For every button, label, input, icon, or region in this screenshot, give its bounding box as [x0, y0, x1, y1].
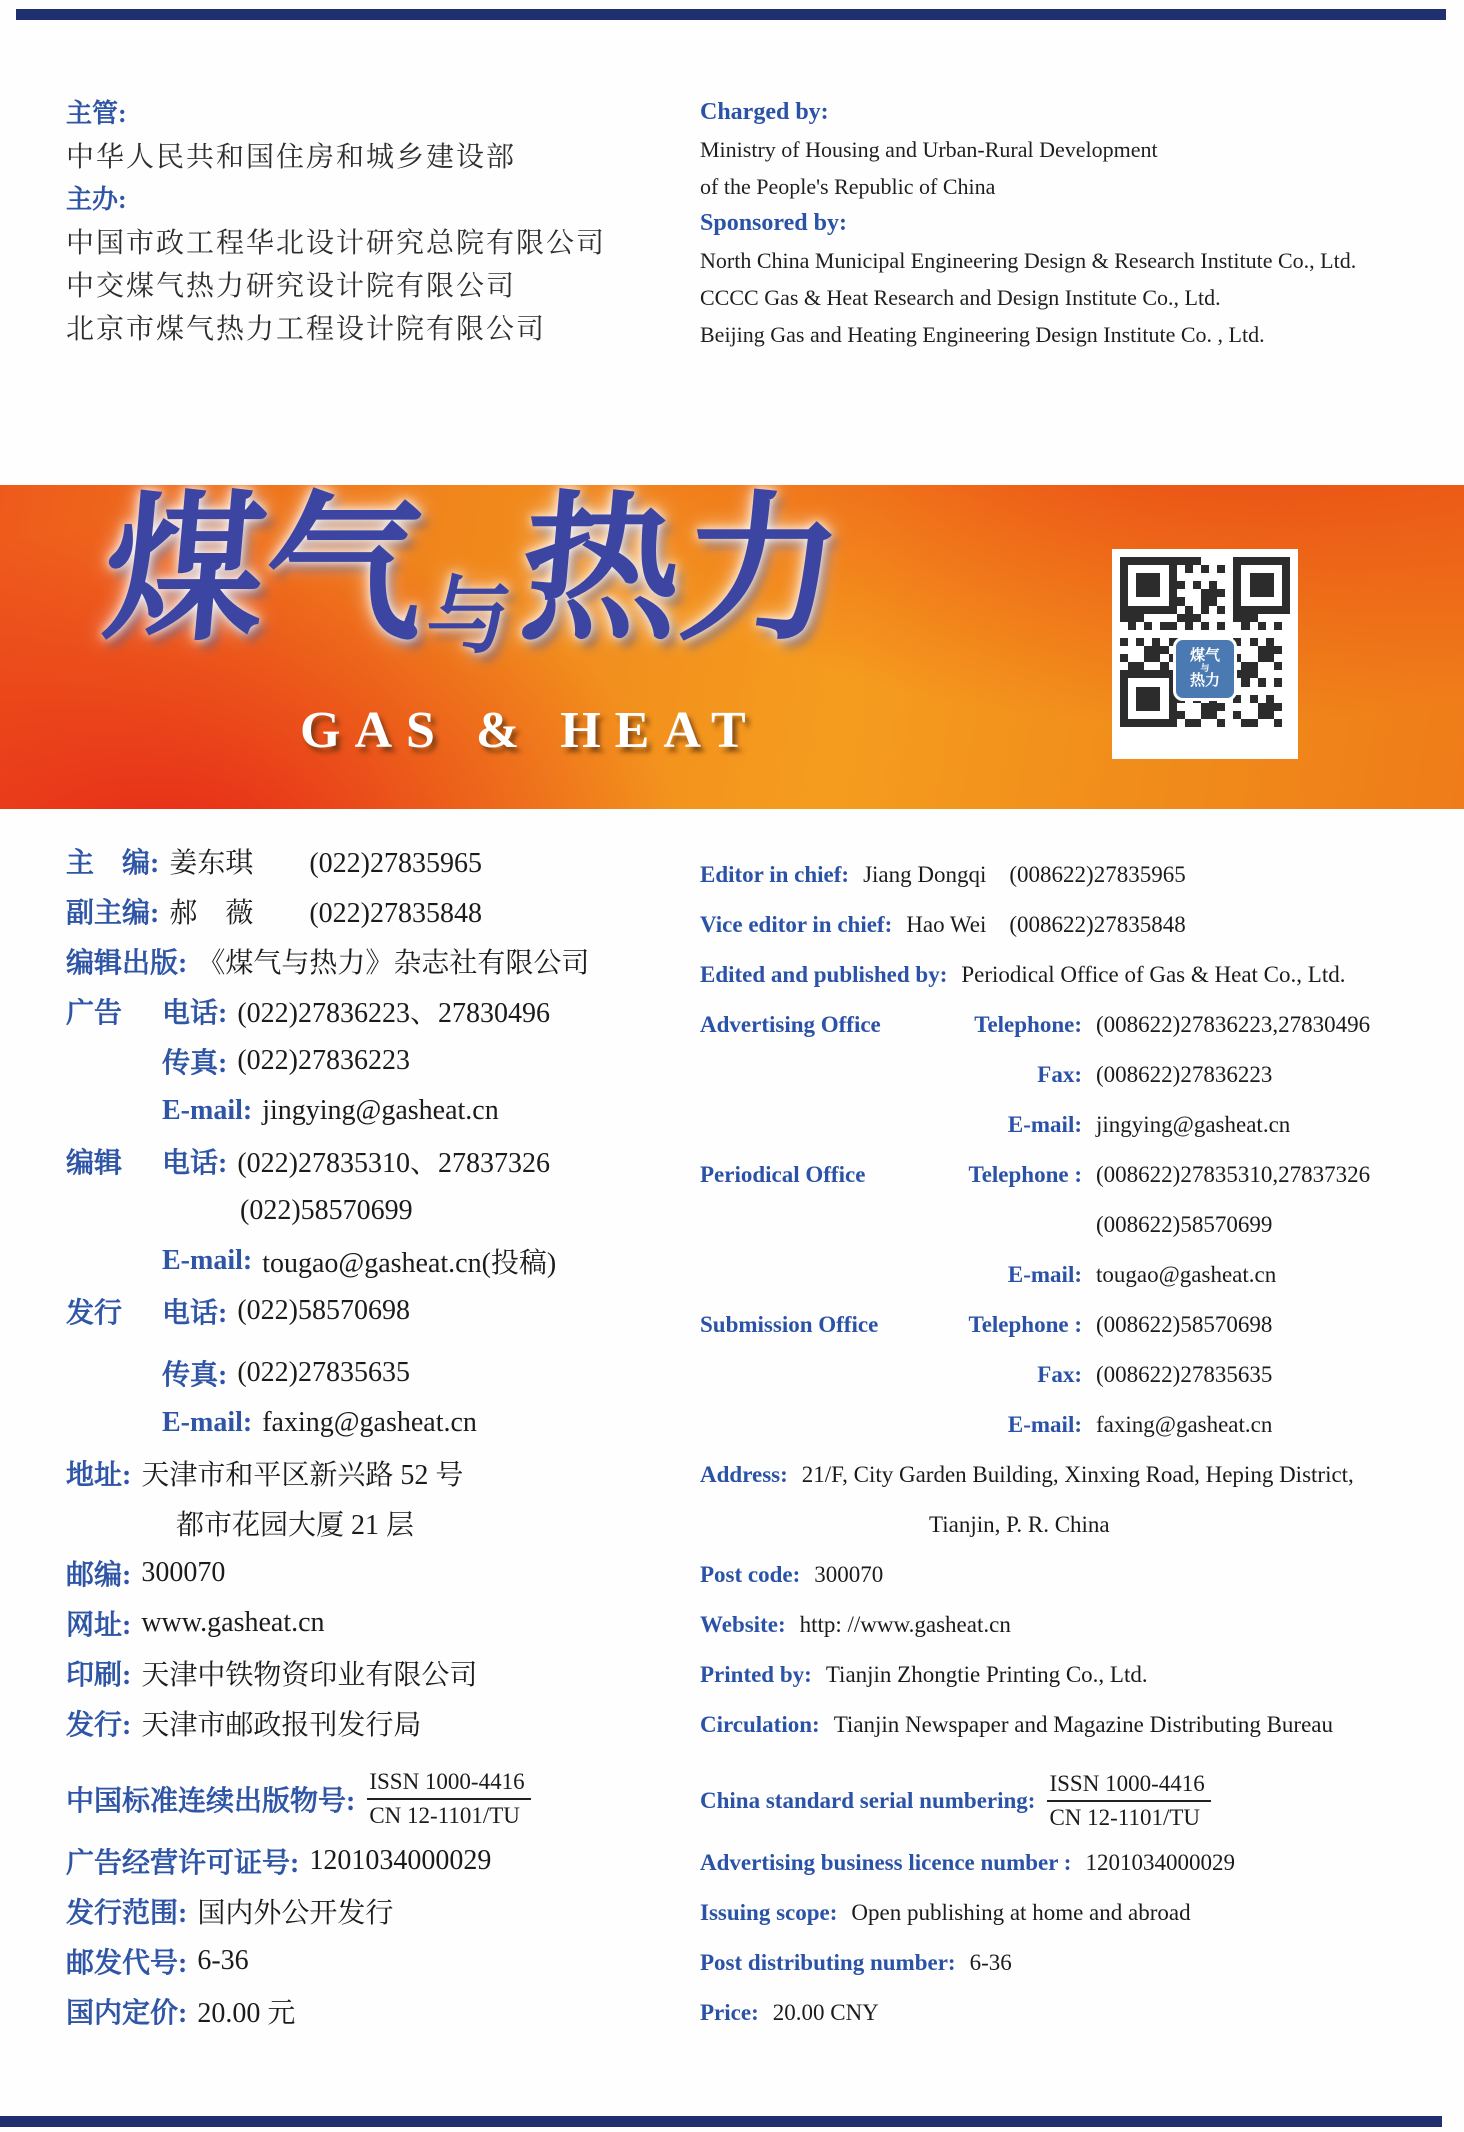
info-value: 300070 [814, 1562, 884, 1587]
info-value: 天津中铁物资印业有限公司 [141, 1660, 478, 1691]
info-label: E-mail: [162, 1407, 253, 1438]
cn-number: CN 12-1101/TU [1049, 1805, 1201, 1830]
info-line [700, 1450, 1464, 1500]
info-line [66, 1286, 626, 1336]
info-value: (022)58570699 [240, 1195, 413, 1226]
qr-code [1112, 549, 1298, 759]
info-line [66, 1448, 626, 1498]
info-line [66, 1886, 626, 1936]
info-value: 姜东琪 (022)27835965 [169, 848, 482, 879]
info-group-label: Submission Office [700, 1312, 879, 1337]
info-label: Circulation: [700, 1712, 820, 1737]
info-line [700, 900, 1464, 950]
info-line [700, 1650, 1464, 1700]
info-label: Advertising business licence number : [700, 1850, 1072, 1875]
info-value: tougao@gasheat.cn [1096, 1262, 1277, 1287]
info-line [700, 1550, 1464, 1600]
sponsor-org-en: North China Municipal Engineering Design & Research Institute Co., Ltd. [700, 247, 1357, 273]
info-line [700, 1938, 1464, 1988]
info-line [66, 1186, 626, 1236]
info-value: 1201034000029 [309, 1845, 492, 1876]
qr-badge-text: 热力 [1189, 672, 1220, 689]
info-label: Fax: [1037, 1362, 1082, 1387]
charged-by-org-en: Ministry of Housing and Urban-Rural Development [700, 136, 1158, 162]
title-conjunction: 与 [422, 571, 516, 664]
sponsor-org-cn: 中交煤气热力研究设计院有限公司 [66, 270, 517, 302]
info-value: 天津市邮政报刊发行局 [141, 1710, 422, 1741]
info-line [66, 936, 626, 986]
info-label: 国内定价: [66, 1998, 188, 2029]
info-value: 天津市和平区新兴路 52 号 [141, 1460, 464, 1491]
info-line [66, 1348, 626, 1398]
info-value: (008622)27835310,27837326 [1096, 1162, 1371, 1187]
info-label: China standard serial numbering: [700, 1788, 1036, 1813]
info-label-box [700, 1162, 1082, 1188]
info-label: 编辑出版: [66, 948, 188, 979]
info-label-box [700, 1262, 1082, 1288]
sponsor-org-cn: 中国市政工程华北设计研究总院有限公司 [66, 227, 607, 259]
info-line [66, 1036, 626, 1086]
charged-by-label-cn: 主管: [66, 99, 127, 128]
title-part2: 热力 [513, 482, 849, 660]
info-line [700, 1400, 1464, 1450]
info-value: www.gasheat.cn [141, 1607, 325, 1638]
info-value: faxing@gasheat.cn [1096, 1412, 1273, 1437]
issn-cn-fraction [1047, 1771, 1210, 1832]
info-label: 广告经营许可证号: [66, 1848, 300, 1879]
info-line [700, 950, 1464, 1000]
info-line [700, 1838, 1464, 1888]
info-value: 21/F, City Garden Building, Xinxing Road, Heping District, [801, 1462, 1354, 1487]
sponsor-org-en: Beijing Gas and Heating Engineering Design Institute Co. , Ltd. [700, 321, 1265, 347]
info-label-box [700, 1062, 1082, 1088]
info-value: (008622)58570698 [1096, 1312, 1273, 1337]
info-label: Edited and published by: [700, 962, 948, 987]
info-line [66, 1762, 626, 1836]
issn-number: ISSN 1000-4416 [367, 1769, 530, 1800]
info-label: Editor in chief: [700, 862, 850, 887]
info-value: 300070 [141, 1557, 226, 1588]
info-line [700, 850, 1464, 900]
info-value: Tianjin, P. R. China [929, 1512, 1110, 1537]
info-line [66, 1236, 626, 1286]
info-label-box [700, 1362, 1082, 1388]
info-label-box [700, 1112, 1082, 1138]
info-line [66, 1986, 626, 2036]
info-value: Tianjin Newspaper and Magazine Distributing Bureau [833, 1712, 1333, 1737]
publisher-header-en [700, 94, 1460, 353]
info-value: (008622)27836223,27830496 [1096, 1012, 1371, 1037]
sponsor-org-en: CCCC Gas & Heat Research and Design Institute Co., Ltd. [700, 284, 1221, 310]
issn-cn-fraction [367, 1769, 530, 1830]
info-line [66, 1398, 626, 1448]
info-label: Post distributing number: [700, 1950, 956, 1975]
info-label: 邮编: [66, 1560, 132, 1591]
info-label: 主 编: [66, 848, 160, 879]
issn-number: ISSN 1000-4416 [1047, 1771, 1210, 1802]
info-line [700, 1700, 1464, 1750]
info-value: (008622)27836223 [1096, 1062, 1273, 1087]
info-line [66, 1086, 626, 1136]
bottom-rule [0, 2116, 1442, 2127]
charged-by-label-en: Charged by: [700, 99, 829, 125]
info-label: E-mail: [1007, 1412, 1082, 1437]
info-value: jingying@gasheat.cn [1096, 1112, 1291, 1137]
charged-by-org-en: of the People's Republic of China [700, 173, 996, 199]
info-value: 国内外公开发行 [197, 1898, 394, 1929]
info-value: http: //www.gasheat.cn [799, 1612, 1011, 1637]
info-value: 郝 薇 (022)27835848 [169, 898, 482, 929]
qr-badge-text: 煤气 [1189, 648, 1220, 665]
info-group-label: 编辑 [66, 1148, 123, 1179]
info-line [700, 1200, 1464, 1250]
info-line [66, 1598, 626, 1648]
magazine-title-chinese [97, 482, 849, 664]
info-value: Jiang Dongqi (008622)27835965 [863, 862, 1186, 887]
info-label-box [700, 1312, 1082, 1338]
info-line [700, 1500, 1464, 1550]
title-part1: 煤气 [97, 482, 433, 660]
info-group-label: 发行 [66, 1298, 123, 1329]
info-value: 20.00 CNY [772, 2000, 879, 2025]
info-label: Telephone : [968, 1162, 1082, 1187]
qr-center-logo [1173, 637, 1237, 701]
info-line [66, 986, 626, 1036]
info-line [700, 1100, 1464, 1150]
info-line [700, 1050, 1464, 1100]
info-label: Issuing scope: [700, 1900, 838, 1925]
charged-by-org-cn: 中华人民共和国住房和城乡建设部 [66, 141, 517, 173]
info-line [700, 1000, 1464, 1050]
magazine-banner [0, 482, 1464, 809]
info-line [700, 1888, 1464, 1938]
info-label: 中国标准连续出版物号: [66, 1786, 356, 1817]
info-value: (022)27835310、27837326 [237, 1148, 550, 1179]
info-label: 印刷: [66, 1660, 132, 1691]
info-line [66, 1698, 626, 1748]
sponsor-org-cn: 北京市煤气热力工程设计院有限公司 [66, 313, 547, 345]
info-group-label: 广告 [66, 998, 123, 1029]
info-line [700, 1600, 1464, 1650]
info-label: E-mail: [1007, 1112, 1082, 1137]
info-line [66, 1498, 626, 1548]
info-label: 电话: [162, 1148, 228, 1179]
info-value: (022)27836223、27830496 [237, 998, 550, 1029]
info-value: Tianjin Zhongtie Printing Co., Ltd. [825, 1662, 1148, 1687]
info-label: Post code: [700, 1562, 801, 1587]
info-group-label: Periodical Office [700, 1162, 866, 1187]
info-value: 6-36 [969, 1950, 1012, 1975]
info-label: Website: [700, 1612, 786, 1637]
info-line [700, 1350, 1464, 1400]
magazine-title-english: GAS & HEAT [300, 702, 760, 759]
info-label: Printed by: [700, 1662, 812, 1687]
info-label-box [700, 1012, 1082, 1038]
info-label: E-mail: [1007, 1262, 1082, 1287]
info-value: tougao@gasheat.cn(投稿) [262, 1248, 557, 1279]
info-label: Fax: [1037, 1062, 1082, 1087]
info-line [66, 1836, 626, 1886]
info-value: 6-36 [197, 1945, 249, 1976]
info-value: jingying@gasheat.cn [262, 1095, 499, 1126]
info-line [66, 886, 626, 936]
info-label: 电话: [162, 998, 228, 1029]
info-value: Hao Wei (008622)27835848 [906, 912, 1186, 937]
info-label: Telephone : [968, 1312, 1082, 1337]
info-value: 20.00 元 [197, 1998, 296, 2029]
info-value: (022)27835635 [237, 1357, 410, 1388]
info-value: Open publishing at home and abroad [851, 1900, 1191, 1925]
info-value: (008622)27835635 [1096, 1362, 1273, 1387]
info-value: Periodical Office of Gas & Heat Co., Ltd. [961, 962, 1346, 987]
info-value: 1201034000029 [1085, 1850, 1235, 1875]
info-label: 传真: [162, 1048, 228, 1079]
info-label: 发行: [66, 1710, 132, 1741]
info-value: (022)58570698 [237, 1295, 410, 1326]
contact-info-column-en [700, 850, 1464, 2038]
info-label: Price: [700, 2000, 759, 2025]
info-line [66, 1136, 626, 1186]
info-label: Telephone: [974, 1012, 1082, 1037]
info-label: E-mail: [162, 1095, 253, 1126]
info-label: 网址: [66, 1610, 132, 1641]
publisher-header-cn [66, 90, 666, 348]
info-group-label: Advertising Office [700, 1012, 881, 1037]
info-label-box [700, 1412, 1082, 1438]
info-label: 邮发代号: [66, 1948, 188, 1979]
info-line [700, 1988, 1464, 2038]
info-label: E-mail: [162, 1245, 253, 1276]
info-value: (008622)58570699 [1096, 1212, 1273, 1237]
info-label: Vice editor in chief: [700, 912, 893, 937]
cn-number: CN 12-1101/TU [369, 1803, 520, 1828]
info-value: (022)27836223 [237, 1045, 410, 1076]
info-value: faxing@gasheat.cn [262, 1407, 477, 1438]
sponsored-by-label-en: Sponsored by: [700, 210, 847, 236]
info-line [700, 1764, 1464, 1838]
contact-info-column-cn [66, 836, 626, 2036]
info-label: Address: [700, 1462, 788, 1487]
info-line [700, 1150, 1464, 1200]
info-value: 都市花园大厦 21 层 [176, 1510, 415, 1541]
info-line [66, 1648, 626, 1698]
info-label: 副主编: [66, 898, 160, 929]
info-line [700, 1300, 1464, 1350]
info-line [700, 1250, 1464, 1300]
info-line [66, 1548, 626, 1598]
sponsored-by-label-cn: 主办: [66, 185, 127, 214]
info-label: 传真: [162, 1360, 228, 1391]
qr-badge-text: 与 [1200, 663, 1210, 674]
info-label: 发行范围: [66, 1898, 188, 1929]
top-rule [16, 9, 1446, 20]
info-line [66, 836, 626, 886]
info-label: 地址: [66, 1460, 132, 1491]
info-label: 电话: [162, 1298, 228, 1329]
info-value: 《煤气与热力》杂志社有限公司 [197, 948, 590, 979]
info-line [66, 1936, 626, 1986]
